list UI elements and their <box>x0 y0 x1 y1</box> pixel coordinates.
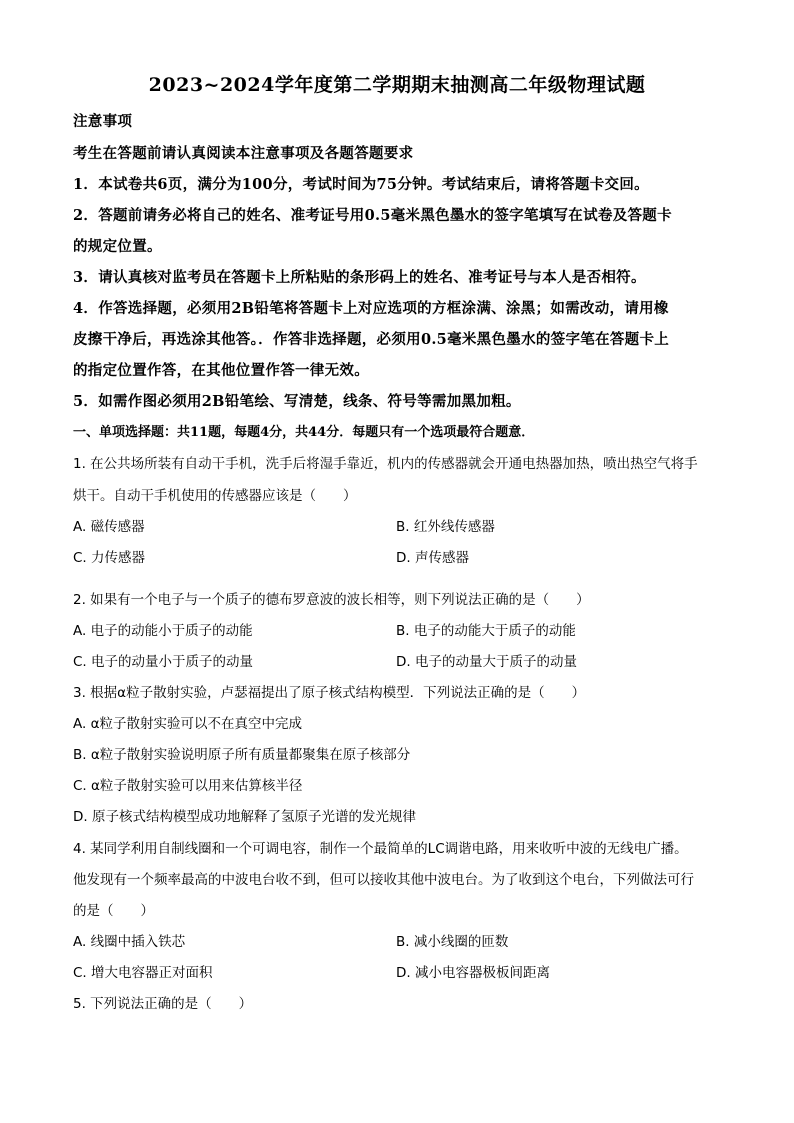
q4-stem-line-2: 他发现有一个频率最高的中波电台收不到，但可以接收其他中波电台。为了收到这个电台，下列做法可行 <box>73 872 694 888</box>
q1-option-b: B. 红外线传感器 <box>396 519 495 535</box>
q4-stem-line-1: 4. 某同学利用自制线圈和一个可调电容，制作一个最简单的LC调谐电路，用来收听中波的无线电广播。 <box>73 841 688 857</box>
section-heading: 一、单项选择题：共11题，每题4分，共44分．每题只有一个选项最符合题意． <box>73 425 535 440</box>
q2-option-c: C. 电子的动量小于质子的动量 <box>73 654 254 670</box>
q2-option-b: B. 电子的动能大于质子的动能 <box>396 623 576 639</box>
notice-item-2-line-1: 2．答题前请务必将自己的姓名、准考证号用0.5毫米黑色墨水的签字笔填写在试卷及答题卡 <box>73 207 672 224</box>
q1-option-d: D. 声传感器 <box>396 550 469 566</box>
q4-option-a: A. 线圈中插入铁芯 <box>73 934 186 950</box>
q1-stem-line-1: 1. 在公共场所装有自动干手机，洗手后将湿手靠近，机内的传感器就会开通电热器加热，喷出热空气将手 <box>73 456 698 472</box>
notice-item-4-line-1: 4．作答选择题，必须用2B铅笔将答题卡上对应选项的方框涂满、涂黑；如需改动，请用橡 <box>73 300 669 317</box>
exam-title: 2023~2024学年度第二学期期末抽测高二年级物理试题 <box>148 74 646 96</box>
q3-option-a: A. α粒子散射实验可以不在真空中完成 <box>73 716 302 732</box>
q3-stem: 3. 根据α粒子散射实验，卢瑟福提出了原子核式结构模型．下列说法正确的是（ ） <box>73 685 586 701</box>
q3-option-d: D. 原子核式结构模型成功地解释了氢原子光谱的发光规律 <box>73 809 416 825</box>
q2-option-a: A. 电子的动能小于质子的动能 <box>73 623 253 639</box>
q1-option-c: C. 力传感器 <box>73 550 146 566</box>
notice-item-3: 3．请认真核对监考员在答题卡上所粘贴的条形码上的姓名、准考证号与本人是否相符。 <box>73 269 646 286</box>
notice-item-5: 5．如需作图必须用2B铅笔绘、写清楚，线条、符号等需加黑加粗。 <box>73 393 521 410</box>
q5-stem: 5. 下列说法正确的是（ ） <box>73 996 253 1012</box>
q4-option-c: C. 增大电容器正对面积 <box>73 965 213 981</box>
q2-option-d: D. 电子的动量大于质子的动量 <box>396 654 577 670</box>
q4-option-b: B. 减小线圈的匝数 <box>396 934 509 950</box>
q3-option-c: C. α粒子散射实验可以用来估算核半径 <box>73 778 303 794</box>
q1-option-a: A. 磁传感器 <box>73 519 145 535</box>
notice-item-4-line-2: 皮擦干净后，再选涂其他答。．作答非选择题，必须用0.5毫米黑色墨水的签字笔在答题卡上 <box>73 331 670 348</box>
notice-intro: 考生在答题前请认真阅读本注意事项及各题答题要求 <box>73 145 414 162</box>
q4-option-d: D. 减小电容器极板间距离 <box>396 965 550 981</box>
notice-item-2-line-2: 的规定位置。 <box>73 238 162 255</box>
q1-stem-line-2: 烘干。自动干手机使用的传感器应该是（ ） <box>73 488 357 504</box>
notice-heading: 注意事项 <box>73 113 133 130</box>
notice-item-1: 1．本试卷共6页，满分为100分，考试时间为75分钟。考试结束后，请将答题卡交回。 <box>73 176 649 193</box>
q4-stem-line-3: 的是（ ） <box>73 903 154 919</box>
q2-stem: 2. 如果有一个电子与一个质子的德布罗意波的波长相等，则下列说法正确的是（ ） <box>73 592 590 608</box>
notice-item-4-line-3: 的指定位置作答，在其他位置作答一律无效。 <box>73 362 369 379</box>
q3-option-b: B. α粒子散射实验说明原子所有质量都聚集在原子核部分 <box>73 747 411 763</box>
